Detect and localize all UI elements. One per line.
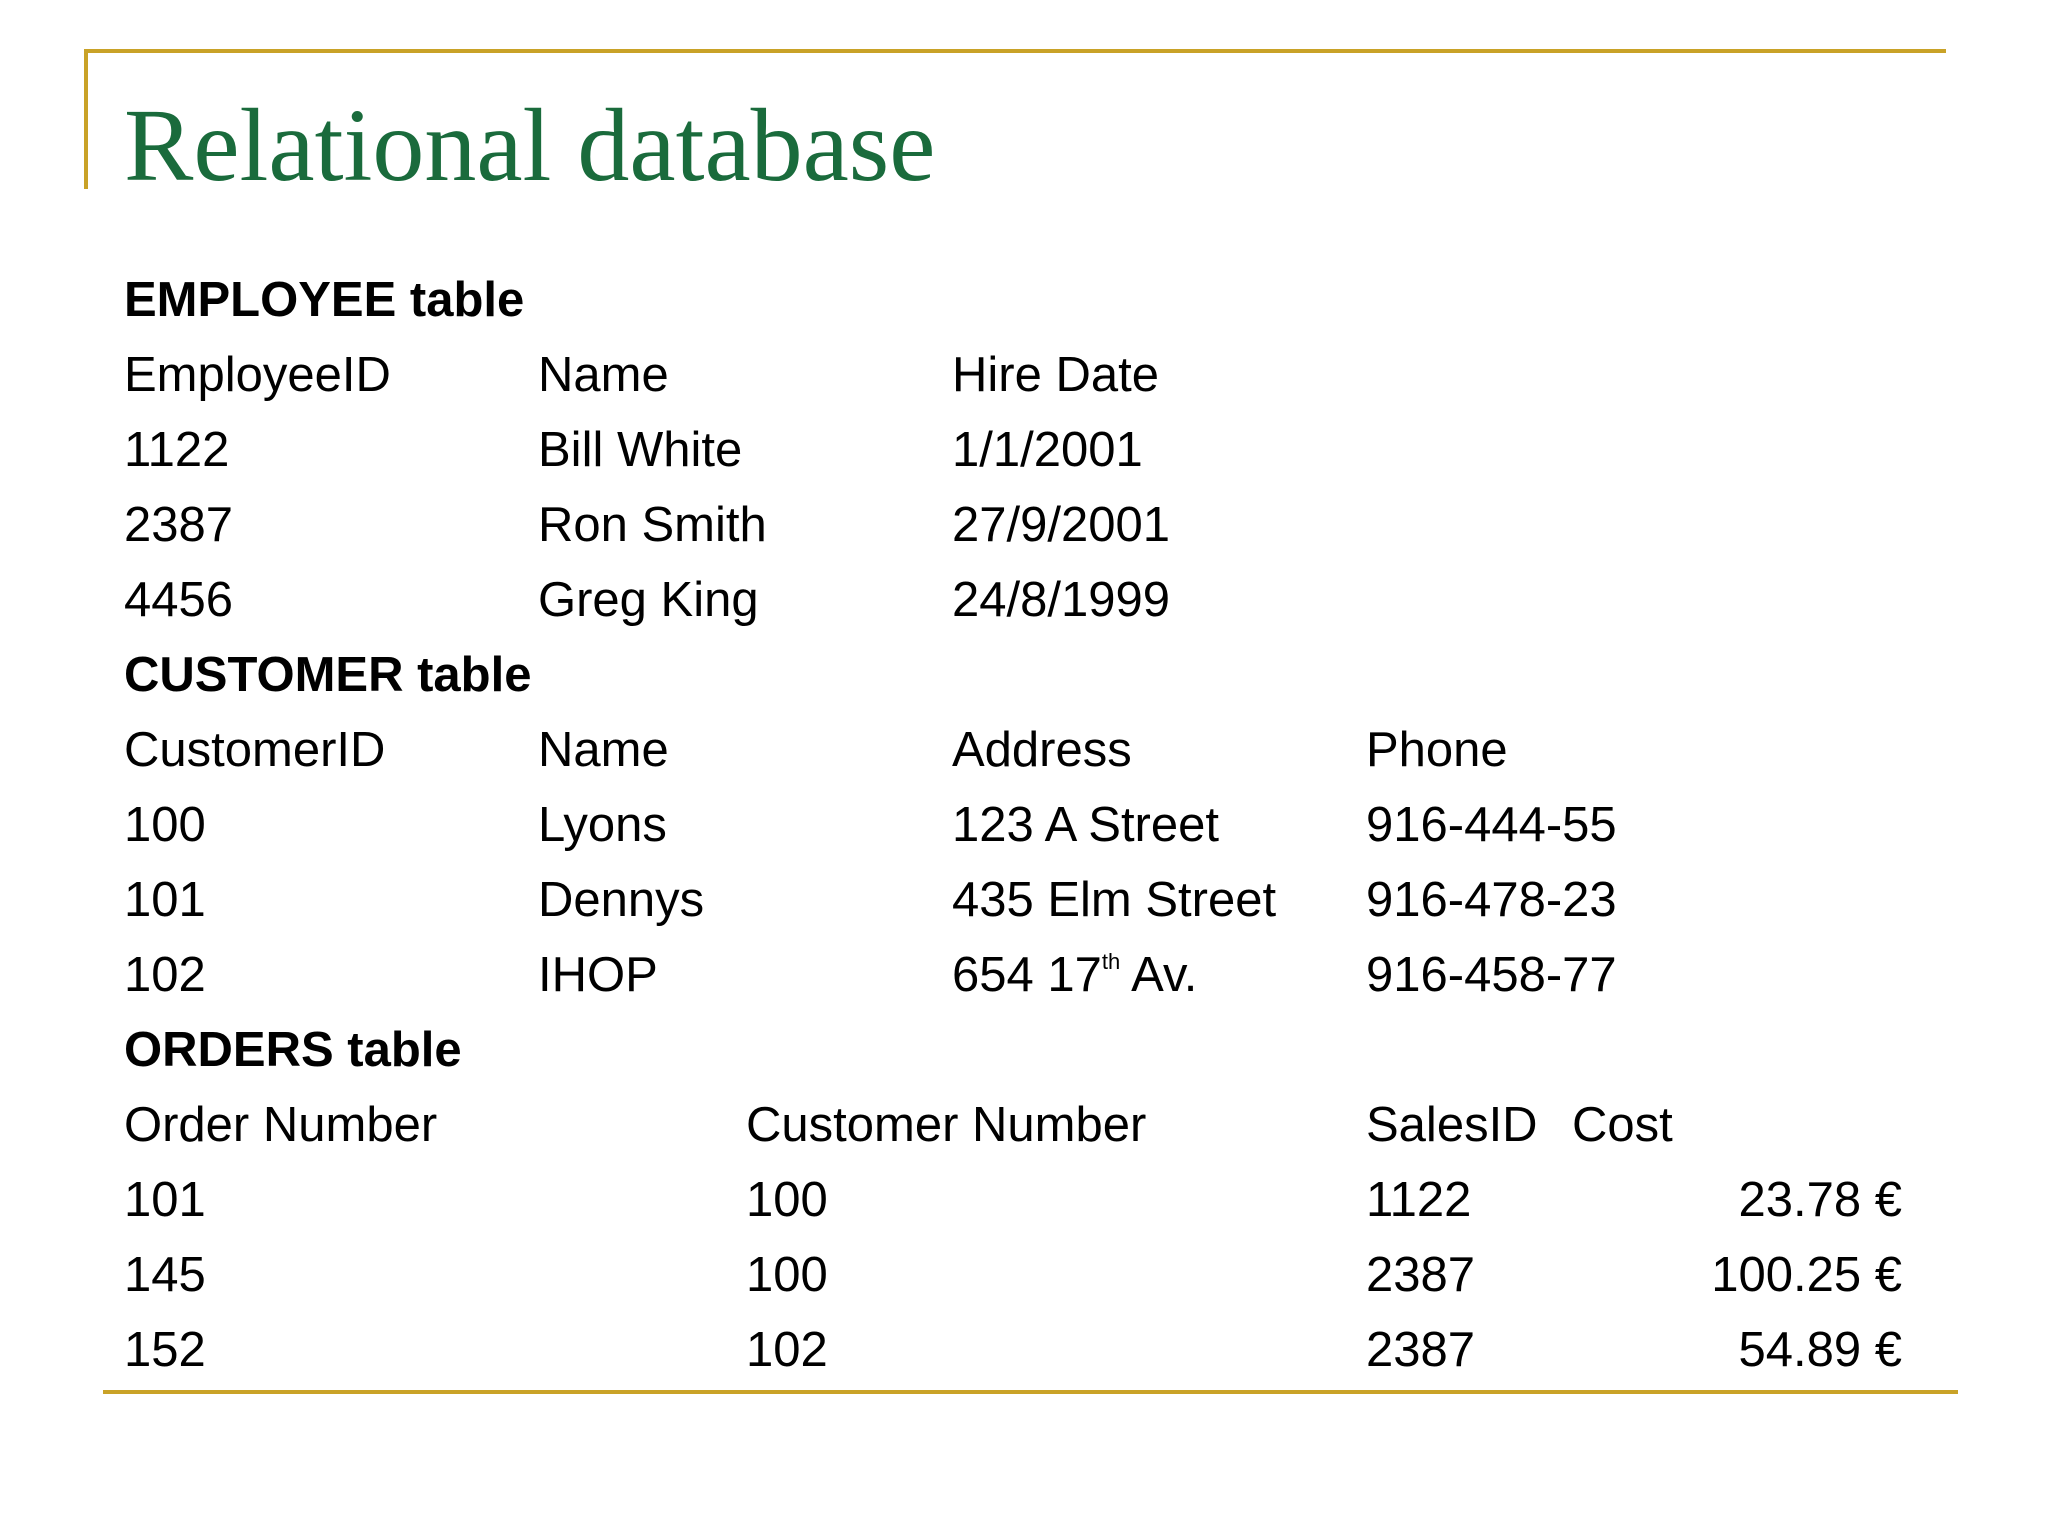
employee-id-cell: 1122 <box>124 423 230 477</box>
employee-name-cell: Ron Smith <box>538 498 767 552</box>
employee-col-name: Name <box>538 348 669 402</box>
employee-col-hire-date: Hire Date <box>952 348 1159 402</box>
orders-row <box>124 1313 1902 1388</box>
customer-row <box>124 938 1864 1013</box>
orders-table-heading: ORDERS table <box>124 1023 462 1077</box>
employee-hire-date-cell: 27/9/2001 <box>952 498 1170 552</box>
customer-row <box>124 788 1864 863</box>
slide-content <box>124 263 1902 1388</box>
left-rule <box>84 49 88 189</box>
orders-col-customer-number: Customer Number <box>746 1098 1147 1152</box>
order-customer-number-cell: 100 <box>746 1173 828 1227</box>
order-cost-cell: 23.78 € <box>1738 1173 1902 1227</box>
customer-phone-cell: 916-458-77 <box>1366 948 1617 1002</box>
order-customer-number-cell: 100 <box>746 1248 828 1302</box>
employee-header-row <box>124 338 1864 413</box>
order-salesid-cell: 2387 <box>1366 1248 1476 1302</box>
order-number-cell: 101 <box>124 1173 206 1227</box>
employee-row <box>124 488 1864 563</box>
orders-col-salesid: SalesID <box>1366 1098 1538 1152</box>
orders-row <box>124 1163 1902 1238</box>
bottom-rule <box>103 1390 1958 1394</box>
order-number-cell: 152 <box>124 1323 206 1377</box>
customer-id-cell: 102 <box>124 948 206 1002</box>
customer-id-cell: 100 <box>124 798 206 852</box>
customer-name-cell: Dennys <box>538 873 705 927</box>
employee-row <box>124 413 1864 488</box>
customer-id-cell: 101 <box>124 873 206 927</box>
customer-col-customerid: CustomerID <box>124 723 386 777</box>
order-salesid-cell: 1122 <box>1366 1173 1472 1227</box>
customer-address-cell: 123 A Street <box>952 798 1219 852</box>
employee-name-cell: Greg King <box>538 573 759 627</box>
slide-title: Relational database <box>124 88 936 203</box>
customer-address-cell: 435 Elm Street <box>952 873 1277 927</box>
customer-header-row <box>124 713 1864 788</box>
customer-table-heading: CUSTOMER table <box>124 648 532 702</box>
orders-row <box>124 1238 1902 1313</box>
employee-id-cell: 4456 <box>124 573 234 627</box>
employee-id-cell: 2387 <box>124 498 234 552</box>
customer-col-phone: Phone <box>1366 723 1508 777</box>
customer-name-cell: IHOP <box>538 948 658 1002</box>
customer-address-tail: Av. <box>1120 948 1198 1002</box>
employee-hire-date-cell: 24/8/1999 <box>952 573 1170 627</box>
top-rule <box>84 49 1946 53</box>
employee-table-heading: EMPLOYEE table <box>124 273 525 327</box>
order-number-cell: 145 <box>124 1248 206 1302</box>
employee-hire-date-cell: 1/1/2001 <box>952 423 1143 477</box>
orders-header-row <box>124 1088 1864 1163</box>
customer-row <box>124 863 1864 938</box>
customer-address-cell <box>952 938 1197 1013</box>
orders-col-cost: Cost <box>1572 1098 1673 1152</box>
order-salesid-cell: 2387 <box>1366 1323 1476 1377</box>
customer-col-name: Name <box>538 723 669 777</box>
customer-phone-cell: 916-444-55 <box>1366 798 1617 852</box>
order-customer-number-cell: 102 <box>746 1323 828 1377</box>
ordinal-suffix: th <box>1101 949 1121 974</box>
customer-address-number: 654 17 <box>952 948 1102 1002</box>
customer-col-address: Address <box>952 723 1132 777</box>
customer-name-cell: Lyons <box>538 798 667 852</box>
employee-name-cell: Bill White <box>538 423 743 477</box>
order-cost-cell: 54.89 € <box>1738 1323 1902 1377</box>
orders-col-order-number: Order Number <box>124 1098 438 1152</box>
employee-col-employeeid: EmployeeID <box>124 348 391 402</box>
order-cost-cell: 100.25 € <box>1711 1248 1902 1302</box>
employee-row <box>124 563 1864 638</box>
customer-phone-cell: 916-478-23 <box>1366 873 1617 927</box>
